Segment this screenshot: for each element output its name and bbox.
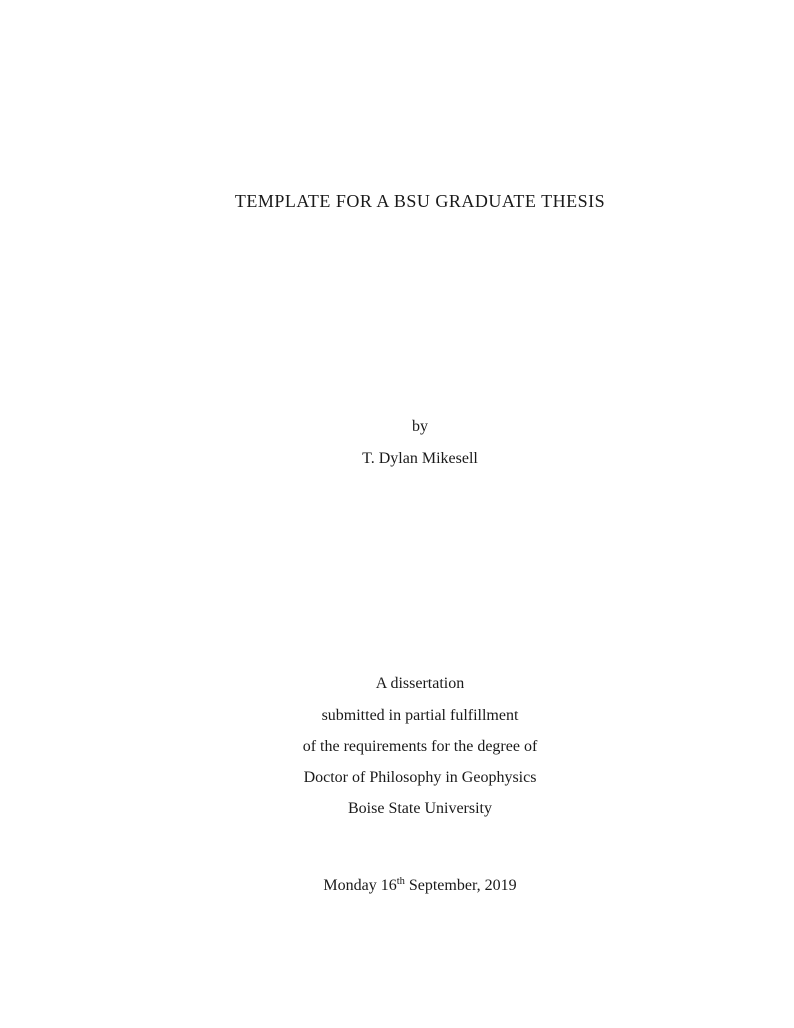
date-prefix: Monday 16 (323, 877, 397, 894)
author-name: T. Dylan Mikesell (362, 450, 478, 467)
statement-line: Boise State University (348, 800, 492, 817)
byline: by (412, 418, 428, 435)
page-title: TEMPLATE FOR A BSU GRADUATE THESIS (234, 191, 606, 211)
submission-date (46, 876, 794, 896)
statement-line: submitted in partial fulfillment (321, 707, 519, 724)
date-rest: September, 2019 (404, 877, 517, 894)
statement-line: of the requirements for the degree of (302, 738, 538, 755)
date-ordinal-suffix: th (396, 876, 405, 887)
statement-line: Doctor of Philosophy in Geophysics (303, 769, 537, 786)
statement-line: A dissertation (375, 675, 465, 692)
